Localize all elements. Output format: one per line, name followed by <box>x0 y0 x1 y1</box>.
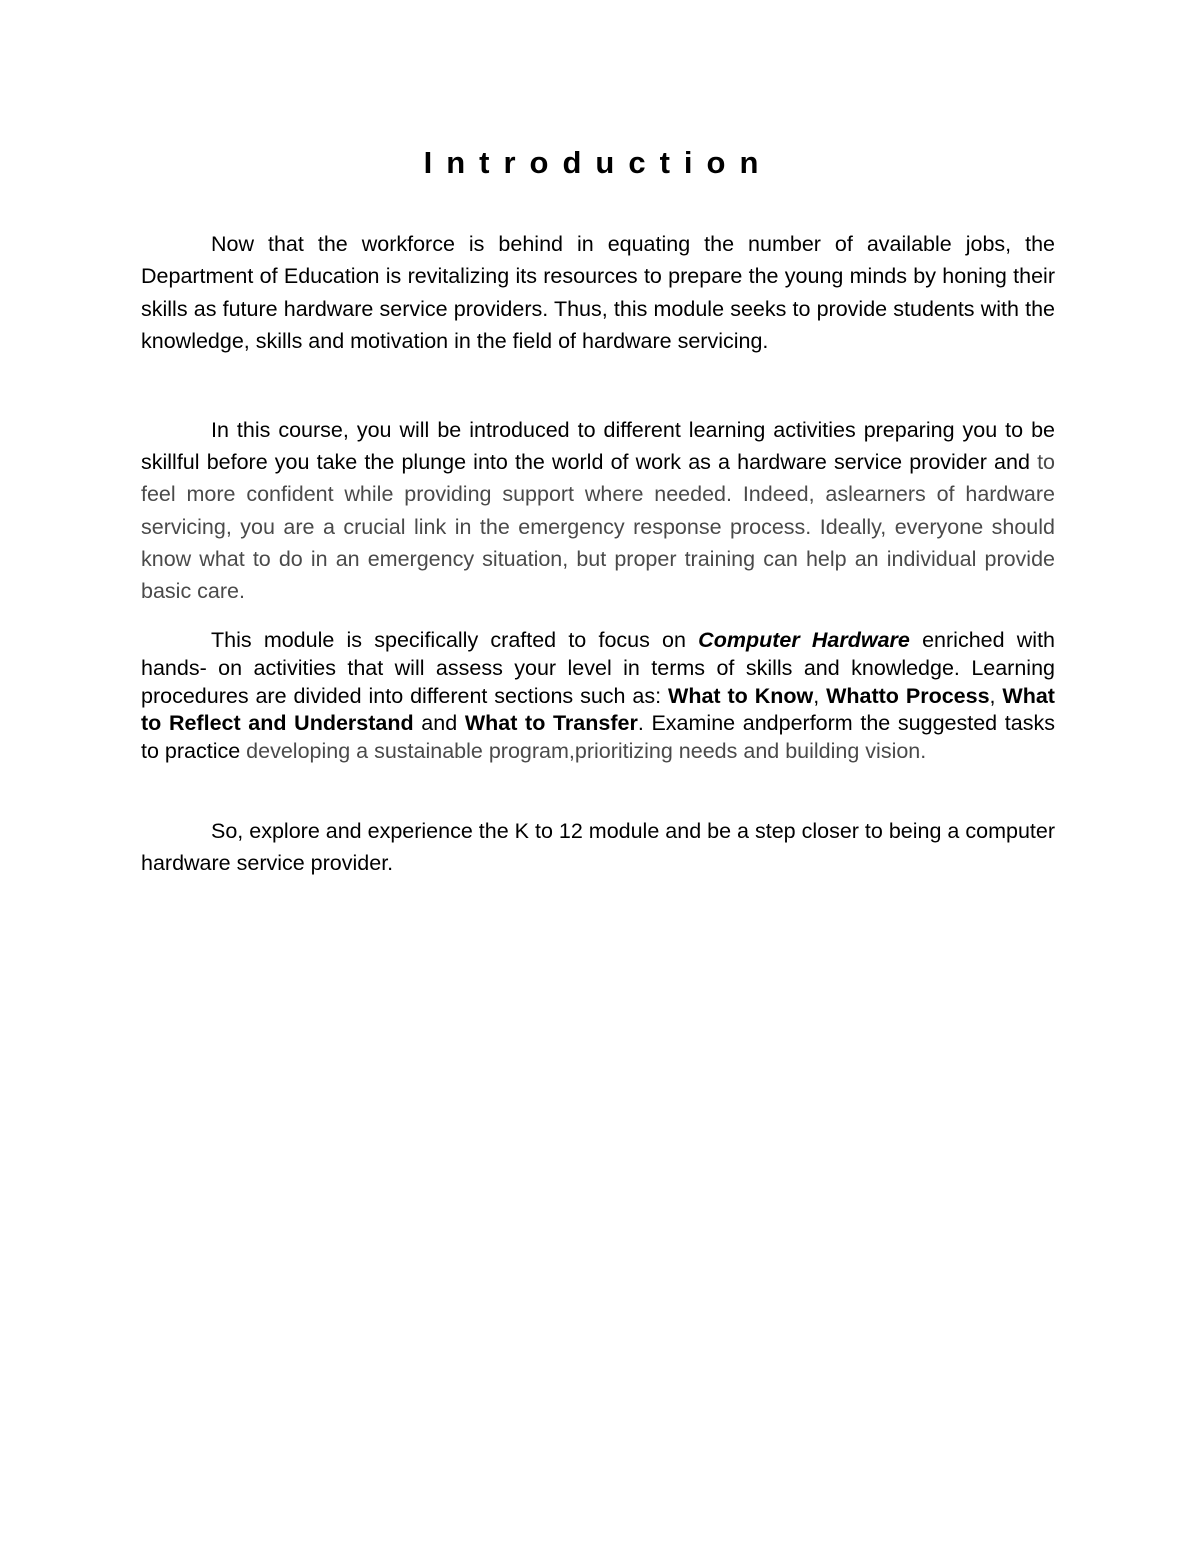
paragraph-3-text-g: , <box>989 683 1003 708</box>
computer-hardware-emphasis: Computer Hardware <box>698 628 910 652</box>
paragraph-3-text-i: and <box>413 711 465 736</box>
intro-paragraph-1: Now that the workforce is behind in equating the number of available jobs, the Department of Education is revitalizing its resources to prepare the young minds by honing their skills as future hardware service providers. Thus, this module seeks to provide students with the knowledge, skills and motivation in the field of hardware servicing. <box>141 232 1055 354</box>
paragraph-3-text-l: developing a sustainable program,prioritizing needs and building vision. <box>246 739 927 764</box>
section-what-to-reflect: What to Reflect and Understand <box>141 683 1055 736</box>
intro-paragraph-4: So, explore and experience the K to 12 module and be a step closer to being a computer hardware service provider. <box>141 819 1055 876</box>
section-what-to-process: Whatto Process <box>826 683 990 708</box>
paragraph-2-text-a: In this course, you will be introduced to different learning activities preparing you to be skillful before you take the plunge into the world of work as a hardware service provider and <box>141 418 1055 475</box>
paragraph-3-text-e: , <box>813 683 827 708</box>
paragraph-3-text-c: enriched with hands- on activities that will assess your level in terms of skills and knowledge. Learning procedures are divided into different sections such as: <box>141 628 1055 708</box>
section-what-to-transfer: What to Transfer <box>464 711 638 736</box>
document-page <box>141 0 1055 1553</box>
paragraph-2-text-b: to feel more confident while providing support where needed. Indeed, aslearners of hardware servicing, you are a crucial link in the emergency response process. Ideally, everyone should know what to do in an emergency situation, but proper training can help an individual provide basic care. <box>141 450 1055 604</box>
intro-paragraph-3 <box>141 627 1055 766</box>
paragraph-3-text-a: This module is specifically crafted to focus on <box>211 628 699 652</box>
intro-paragraph-2 <box>141 414 1055 607</box>
section-what-to-know: What to Know <box>668 683 814 708</box>
paragraph-3-text-k: . Examine andperform the suggested tasks to practice <box>141 711 1055 764</box>
page-title: Introduction <box>423 145 773 180</box>
